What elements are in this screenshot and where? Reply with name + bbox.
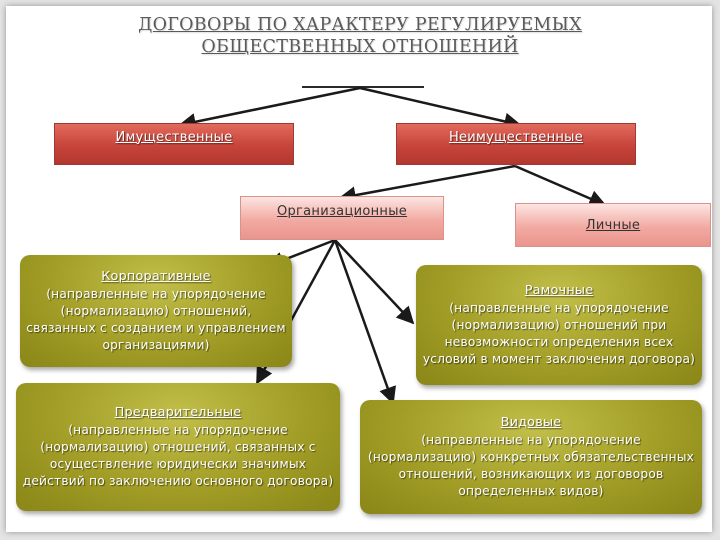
node-corporate (20, 255, 292, 367)
node-organizational-label: Организационные (276, 203, 408, 219)
title-line-2: ОБЩЕСТВЕННЫХ ОТНОШЕНИЙ (201, 37, 519, 57)
node-preliminary-description: (направленные на упорядочение (нормализацию) отношений, связанных с осуществление юридически значимых действий по заключению основного договора) (22, 423, 334, 488)
node-specific (360, 400, 702, 514)
node-specific-description: (направленные на упорядочение (нормализацию) конкретных обязательственных отношений, возникающих из договоров определенных видов) (367, 433, 695, 498)
node-non-property (396, 123, 636, 165)
arrow-to-organizational (340, 166, 515, 198)
arrow-to-non-property (360, 88, 520, 125)
node-preliminary-heading: Предварительные (114, 405, 242, 420)
node-framework-heading: Рамочные (524, 283, 594, 298)
node-preliminary (16, 383, 340, 511)
arrow-to-personal (515, 166, 605, 205)
node-corporate-heading: Корпоративные (101, 269, 211, 284)
node-specific-heading: Видовые (500, 415, 562, 430)
node-organizational (240, 196, 444, 240)
node-framework-description: (направленные на упорядочение (нормализацию) отношений при невозможности определения всех условий в момент заключения договора) (422, 301, 696, 366)
node-non-property-label: Неимущественные (448, 129, 584, 145)
node-personal (515, 203, 711, 247)
arrow-to-framework (335, 240, 413, 323)
node-corporate-description: (направленные на упорядочение (нормализацию) отношений, связанных с созданием и управлением организациями) (26, 287, 286, 352)
node-framework (416, 265, 702, 385)
node-property-label: Имущественные (115, 129, 233, 145)
node-personal-label: Личные (585, 217, 641, 233)
node-property (54, 123, 294, 165)
arrow-to-specific (335, 240, 393, 403)
arrow-to-property (180, 88, 360, 125)
title-line-1: ДОГОВОРЫ ПО ХАРАКТЕРУ РЕГУЛИРУЕМЫХ (138, 15, 582, 35)
